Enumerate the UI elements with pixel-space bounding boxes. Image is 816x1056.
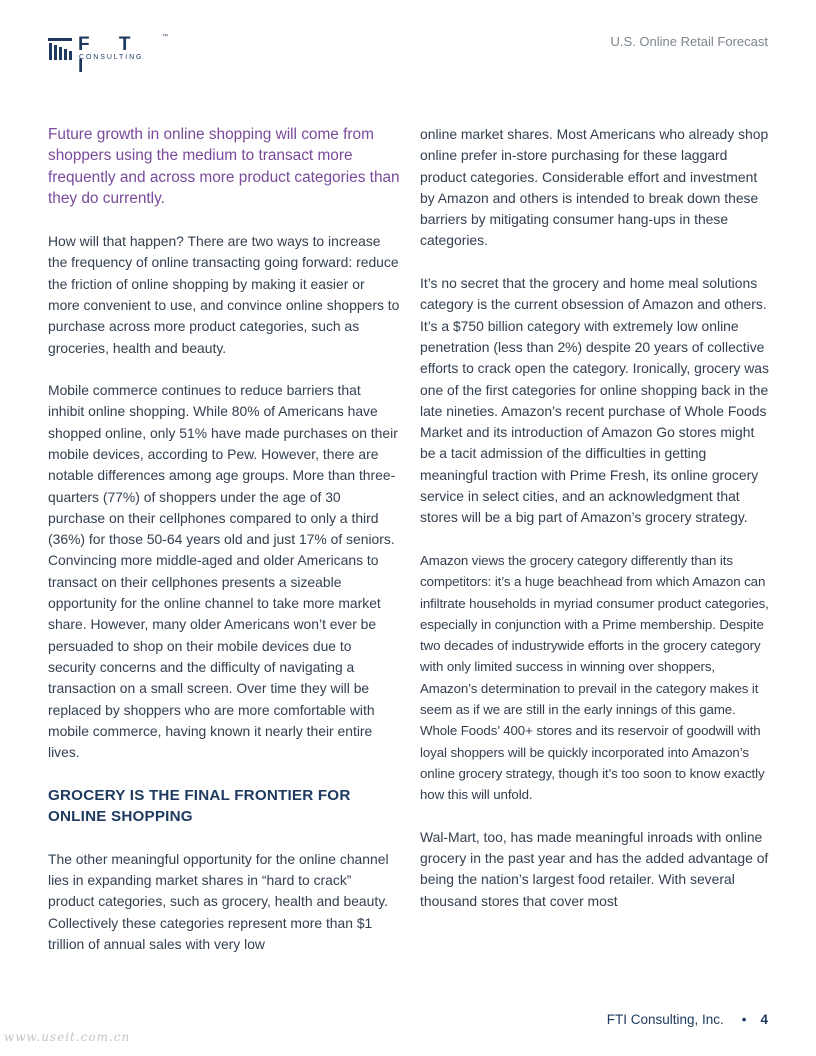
lead-paragraph: Future growth in online shopping will come from shoppers using the medium to transact more frequently and across more product categories than they do currently. (48, 126, 400, 208)
logo-trademark: ™ (162, 34, 168, 40)
section-heading: GROCERY IS THE FINAL FRONTIER FOR ONLINE SHOPPING (48, 786, 351, 826)
body-paragraph: It’s no secret that the grocery and home meal solutions category is the current obsession of Amazon and others. It’s a $750 billion category with extremely low online penetration (less than 2%) despite 20 years of collective efforts to crack open the category. Ironically, grocery was one of the first categories for online shopping back in the late nineties. Amazon’s recent purchase of Whole Foods Market and its introduction of Amazon Go stores might be a tacit admission of the difficulties in getting meaningful traction with Prime Fresh, its online grocery service in select cities, and an acknowledgment that stores will be a big part of Amazon’s grocery strategy. (420, 275, 769, 526)
logo-subtext: CONSULTING (79, 54, 144, 61)
footer-bullet: • (741, 1012, 747, 1027)
fti-logo (48, 34, 168, 77)
right-column (420, 124, 772, 933)
body-paragraph: Amazon views the grocery category differently than its competitors: it’s a huge beachhead from which Amazon can infiltrate households in myriad consumer product categories, especially in conjunction with a Prime membership. Despite two decades of industrywide efforts in the grocery category with only limited success in winning over shoppers, Amazon’s determination to prevail in the category makes it seem as if we are still in the early innings of this game. Whole Foods’ 400+ stores and its reservoir of goodwill with loyal shoppers will be quickly incorporated into Amazon’s online grocery strategy, though it’s too soon to know exactly how this will unfold. (420, 552, 769, 803)
body-paragraph: How will that happen? There are two ways to increase the frequency of online transacting going forward: reduce the friction of online shopping by making it easier or more convenient to use, and convince online shoppers to purchase across more product categories, such as groceries, health and beauty. (48, 233, 400, 356)
page-number: 4 (760, 1012, 768, 1027)
body-paragraph: Wal-Mart, too, has made meaningful inroads with online grocery in the past year and has the added advantage of being the nation’s largest food retailer. With several thousand stores that cover most (420, 828, 769, 909)
body-paragraph: Mobile commerce continues to reduce barriers that inhibit online shopping. While 80% of Americans have shopped online, only 51% have made purchases on their mobile devices, according to Pew. However, there are notable differences among age groups. More than three-quarters (77%) of shoppers under the age of 30 purchase on their cellphones compared to only a third (36%) for those 50-64 years old and just 17% of seniors. Convincing more middle-aged and older Americans to transact on their cellphones presents a sizeable opportunity for the online channel to take more market share. However, many older Americans won’t ever be persuaded to shop on their mobile devices due to security concerns and the difficulty of navigating a transaction on a small screen. Over time they will be replaced by shoppers who are more comfortable with mobile commerce, having known it nearly their entire lives. (48, 382, 398, 761)
footer-company: FTI Consulting, Inc. (606, 1012, 724, 1027)
logo-wordmark: F T I (78, 34, 143, 77)
document-title: U.S. Online Retail Forecast (610, 34, 768, 49)
body-paragraph: The other meaningful opportunity for the online channel lies in expanding market shares in “hard to crack” product categories, such as grocery, health and beauty. Collectively these categories represent more than $1 trillion of annual sales with very low (48, 850, 389, 952)
watermark: www.useit.com.cn (4, 1030, 131, 1044)
body-paragraph: online market shares. Most Americans who already shop online prefer in-store purchasing for these laggard product categories. Considerable effort and investment by Amazon and others is intended to break down these barriers by mitigating consumer hang-ups in these categories. (420, 126, 769, 249)
left-column (48, 124, 400, 976)
page-footer (607, 1012, 768, 1027)
fti-building-icon (48, 38, 72, 60)
